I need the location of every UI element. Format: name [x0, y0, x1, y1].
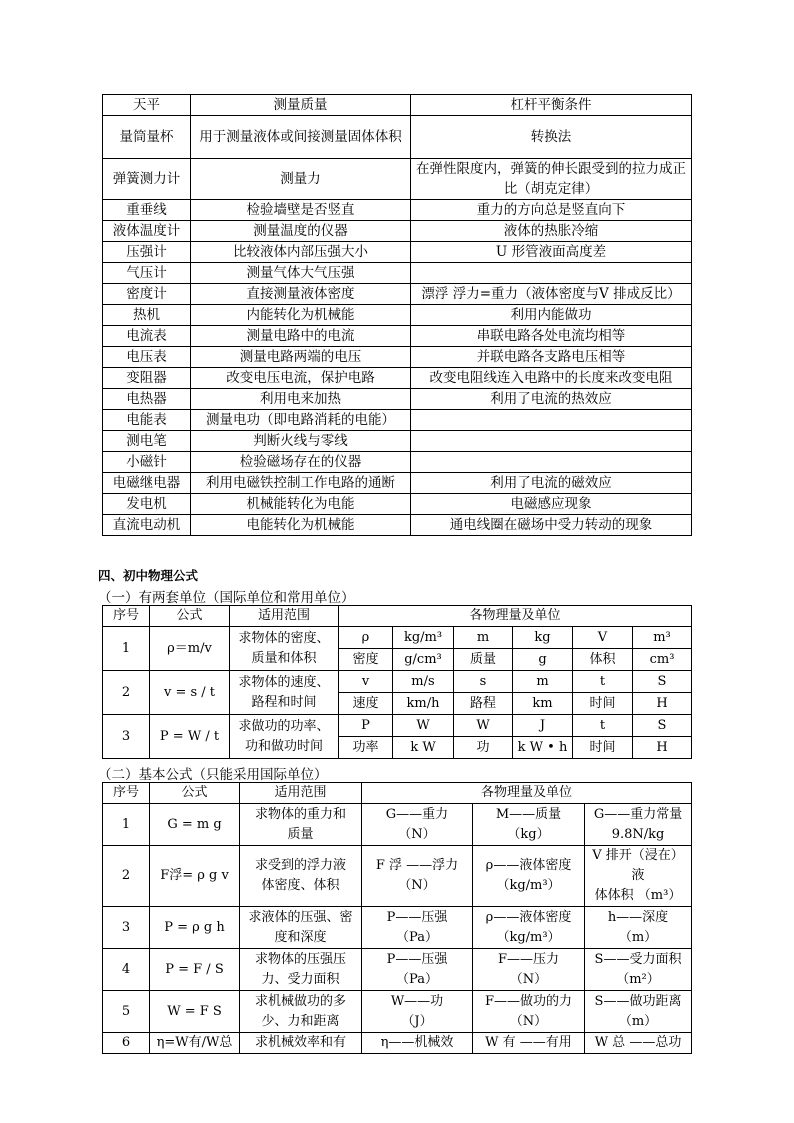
cell-line: 少、力和距离: [261, 1013, 340, 1029]
cell-line: 求物体的重力和: [254, 806, 346, 822]
cell-line: M——质量: [495, 806, 562, 822]
instrument-use: 测量温度的仪器: [191, 221, 411, 242]
cell-line: η——机械效: [380, 1035, 454, 1050]
instrument-name: 直流电动机: [103, 515, 191, 536]
table-row: [103, 389, 692, 410]
instrument-use: 机械能转化为电能: [191, 494, 411, 515]
formula: P = F / S: [150, 949, 240, 991]
cell-line: 求物体的压强压: [254, 951, 346, 967]
cell-line: P——压强: [386, 909, 448, 925]
unit-common: cm³: [633, 649, 692, 671]
instrument-name: 压强计: [103, 242, 191, 263]
quantity-unit: [585, 804, 692, 846]
cell-line: （m）: [618, 929, 658, 945]
instrument-principle: 漂浮 浮力=重力（液体密度与V 排成反比）: [411, 284, 692, 305]
section-heading-formulas: 四、初中物理公式: [98, 568, 199, 583]
cell-line: F——压力: [497, 951, 560, 967]
subsection-two-unit-sets: （一）有两套单位（国际单位和常用单位）: [98, 590, 355, 606]
instrument-use: 利用电来加热: [191, 389, 411, 410]
instrument-name: 变阻器: [103, 368, 191, 389]
cell-line: ρ——液体密度: [485, 858, 572, 873]
unit-si: kg: [513, 627, 573, 649]
quantity-unit: [362, 1033, 473, 1054]
unit-si: S: [633, 715, 692, 737]
cell-line: （N）: [509, 971, 548, 987]
quantity-name: 路程: [454, 693, 513, 715]
cell-line: 质量: [287, 826, 314, 842]
unit-common: g: [513, 649, 573, 671]
instrument-principle: 串联电路各处电流均相等: [411, 326, 692, 347]
cell-line: 求受到的浮力液: [254, 858, 346, 873]
header-formula: 公式: [150, 606, 230, 627]
header-range: 适用范围: [230, 606, 339, 627]
quantity-symbol: ρ: [339, 627, 393, 649]
quantity-unit: [585, 907, 692, 949]
instrument-principle: [411, 452, 692, 473]
cell-line: 路程和时间: [251, 694, 317, 710]
unit-si: m³: [633, 627, 692, 649]
cell-line: （m²）: [616, 971, 660, 987]
formula: P = ρ g h: [150, 907, 240, 949]
instrument-principle: U 形管液面高度差: [411, 242, 692, 263]
cell-line: （N）: [509, 1013, 548, 1029]
instrument-principle: [411, 263, 692, 284]
instrument-use: 检验墙壁是否竖直: [191, 200, 411, 221]
cell-line: 功和做功时间: [244, 738, 323, 754]
header-no: 序号: [103, 783, 150, 804]
cell-line: 求物体的密度、: [238, 630, 330, 646]
instrument-name: 量筒量杯: [103, 116, 191, 159]
table-row: [103, 991, 692, 1033]
unit-si: kg/m³: [393, 627, 454, 649]
quantity-symbol: s: [454, 671, 513, 693]
instrument-use: 测量气体大气压强: [191, 263, 411, 284]
cell-line: （Pa）: [396, 929, 438, 945]
unit-common: km: [513, 693, 573, 715]
quantity-unit: [473, 846, 585, 907]
cell-line: （N）: [398, 826, 436, 842]
cell-line: 度和深度: [274, 929, 327, 945]
table-row: [103, 473, 692, 494]
instrument-principle: 在弹性限度内，弹簧的伸长跟受到的拉力成正比（胡克定律）: [411, 159, 692, 200]
instrument-use: 比较液体内部压强大小: [191, 242, 411, 263]
table-row: [103, 452, 692, 473]
unit-common: km/h: [393, 693, 454, 715]
cell-line: （m）: [618, 1013, 658, 1029]
cell-line: 求机械效率和有: [254, 1035, 346, 1050]
instrument-principle: 利用了电流的磁效应: [411, 473, 692, 494]
instrument-principle: [411, 431, 692, 452]
instrument-principle: 杠杆平衡条件: [411, 95, 692, 116]
instrument-name: 液体温度计: [103, 221, 191, 242]
table-row: [103, 326, 692, 347]
instrument-name: 气压计: [103, 263, 191, 284]
instrument-principle: 重力的方向总是竖直向下: [411, 200, 692, 221]
cell-line: ρ——液体密度: [485, 909, 572, 925]
table-row: [103, 715, 692, 737]
quantity-unit: [362, 949, 473, 991]
table-row: [103, 221, 692, 242]
unit-common: k W • h: [513, 737, 573, 759]
cell-line: W——功: [390, 993, 444, 1009]
table-row: [103, 846, 692, 907]
unit-si: S: [633, 671, 692, 693]
cell-line: W 有 ——有用: [485, 1035, 572, 1050]
quantity-unit: [473, 949, 585, 991]
table-row: [103, 410, 692, 431]
table-row: [103, 284, 692, 305]
instrument-use: 电能转化为机械能: [191, 515, 411, 536]
quantity-unit: [362, 991, 473, 1033]
cell-line: （Pa）: [396, 971, 438, 987]
cell-line: F 浮 ——浮力: [375, 858, 459, 873]
instrument-name: 发电机: [103, 494, 191, 515]
formula: W = F S: [150, 991, 240, 1033]
quantity-name: 质量: [454, 649, 513, 671]
instrument-use: 测量电功（即电路消耗的电能）: [191, 410, 411, 431]
instrument-principle: 改变电阻线连入电路中的长度来改变电阻: [411, 368, 692, 389]
instrument-name: 密度计: [103, 284, 191, 305]
quantity-unit: [585, 1033, 692, 1054]
quantity-unit: [362, 907, 473, 949]
instrument-use: 用于测量液体或间接测量固体体积: [191, 116, 411, 159]
applicable-range: [240, 846, 362, 907]
quantity-symbol: P: [339, 715, 393, 737]
cell-line: S——做功距离: [594, 993, 682, 1009]
instrument-principle: 转换法: [411, 116, 692, 159]
row-number: 3: [103, 715, 150, 759]
header-range: 适用范围: [240, 783, 362, 804]
cell-line: 体密度、体积: [261, 878, 340, 893]
quantity-name: 功: [454, 737, 513, 759]
table-row: [103, 1033, 692, 1054]
formula: P = W / t: [150, 715, 230, 759]
cell-line: 求物体的速度、: [238, 674, 330, 690]
table-row: [103, 368, 692, 389]
cell-line: 求机械做功的多: [254, 993, 346, 1009]
table-row: [103, 263, 692, 284]
instrument-name: 小磁针: [103, 452, 191, 473]
unit-si: m: [513, 671, 573, 693]
quantity-unit: [585, 991, 692, 1033]
unit-common: H: [633, 693, 692, 715]
cell-line: （N）: [398, 878, 436, 893]
quantity-symbol: V: [573, 627, 633, 649]
row-number: 1: [103, 804, 150, 846]
quantity-name: 体积: [573, 649, 633, 671]
instrument-table: [102, 94, 692, 536]
instrument-principle: [411, 410, 692, 431]
cell-line: P——压强: [386, 951, 448, 967]
row-number: 4: [103, 949, 150, 991]
cell-line: （kg/m³）: [496, 878, 561, 893]
row-number: 3: [103, 907, 150, 949]
applicable-range: [240, 1033, 362, 1054]
table-row: [103, 949, 692, 991]
applicable-range: [240, 949, 362, 991]
applicable-range: [230, 671, 339, 715]
cell-line: F——做功的力: [484, 993, 573, 1009]
quantity-name: 密度: [339, 649, 393, 671]
formula: v = s / t: [150, 671, 230, 715]
applicable-range: [240, 907, 362, 949]
header-quantities: 各物理量及单位: [362, 783, 692, 804]
applicable-range: [240, 804, 362, 846]
instrument-use: 测量力: [191, 159, 411, 200]
applicable-range: [230, 715, 339, 759]
instrument-principle: 通电线圈在磁场中受力转动的现象: [411, 515, 692, 536]
instrument-name: 测电笔: [103, 431, 191, 452]
unit-common: k W: [393, 737, 454, 759]
cell-line: W 总 ——总功: [594, 1035, 682, 1050]
unit-si: J: [513, 715, 573, 737]
formula-table-two-units: [102, 605, 692, 759]
cell-line: G——重力常量: [593, 806, 683, 822]
table-row: [103, 305, 692, 326]
quantity-symbol: v: [339, 671, 393, 693]
instrument-use: 改变电压电流，保护电路: [191, 368, 411, 389]
instrument-use: 直接测量液体密度: [191, 284, 411, 305]
row-number: 2: [103, 671, 150, 715]
cell-line: 求做功的功率、: [238, 718, 330, 734]
instrument-name: 天平: [103, 95, 191, 116]
table-row: [103, 515, 692, 536]
quantity-unit: [473, 1033, 585, 1054]
cell-line: （kg）: [507, 826, 550, 842]
formula: G = m g: [150, 804, 240, 846]
applicable-range: [230, 627, 339, 671]
instrument-name: 电能表: [103, 410, 191, 431]
instrument-use: 内能转化为机械能: [191, 305, 411, 326]
formula: η=W有/W总: [150, 1033, 240, 1054]
unit-common: H: [633, 737, 692, 759]
instrument-name: 电流表: [103, 326, 191, 347]
instrument-name: 弹簧测力计: [103, 159, 191, 200]
instrument-principle: 电磁感应现象: [411, 494, 692, 515]
instrument-use: 测量电路两端的电压: [191, 347, 411, 368]
table-row: [103, 907, 692, 949]
quantity-unit: [362, 804, 473, 846]
instrument-use: 测量质量: [191, 95, 411, 116]
subsection-si-only: （二）基本公式（只能采用国际单位）: [98, 767, 328, 783]
table-row: [103, 804, 692, 846]
formula: ρ＝m/v: [150, 627, 230, 671]
cell-line: 9.8N/kg: [611, 826, 665, 842]
cell-line: （J）: [401, 1013, 433, 1029]
table-row: [103, 347, 692, 368]
instrument-name: 电磁继电器: [103, 473, 191, 494]
quantity-unit: [585, 846, 692, 907]
cell-line: G——重力: [385, 806, 449, 822]
quantity-name: 时间: [573, 693, 633, 715]
unit-common: g/cm³: [393, 649, 454, 671]
table-header-row: [103, 606, 692, 627]
quantity-symbol: W: [454, 715, 513, 737]
instrument-use: 判断火线与零线: [191, 431, 411, 452]
quantity-unit: [585, 949, 692, 991]
header-formula: 公式: [150, 783, 240, 804]
quantity-name: 时间: [573, 737, 633, 759]
header-no: 序号: [103, 606, 150, 627]
instrument-principle: 并联电路各支路电压相等: [411, 347, 692, 368]
instrument-name: 重垂线: [103, 200, 191, 221]
instrument-principle: 液体的热胀冷缩: [411, 221, 692, 242]
formula-table-basic: [102, 782, 692, 1054]
table-row: [103, 494, 692, 515]
quantity-unit: [362, 846, 473, 907]
instrument-use: 检验磁场存在的仪器: [191, 452, 411, 473]
table-row: [103, 431, 692, 452]
table-row: [103, 671, 692, 693]
instrument-name: 电压表: [103, 347, 191, 368]
cell-line: S——受力面积: [594, 951, 682, 967]
quantity-symbol: t: [573, 715, 633, 737]
quantity-unit: [473, 991, 585, 1033]
formula: F浮= ρ g v: [150, 846, 240, 907]
instrument-principle: 利用了电流的热效应: [411, 389, 692, 410]
cell-line: 求液体的压强、密: [248, 909, 353, 925]
cell-line: V 排开（浸在）液: [592, 848, 684, 883]
quantity-unit: [473, 907, 585, 949]
instrument-principle: 利用内能做功: [411, 305, 692, 326]
cell-line: h——深度: [607, 909, 669, 925]
cell-line: 体体积 （m³）: [594, 888, 682, 903]
header-quantities: 各物理量及单位: [339, 606, 692, 627]
instrument-name: 电热器: [103, 389, 191, 410]
row-number: 2: [103, 846, 150, 907]
table-header-row: [103, 783, 692, 804]
quantity-symbol: m: [454, 627, 513, 649]
instrument-use: 利用电磁铁控制工作电路的通断: [191, 473, 411, 494]
instrument-use: 测量电路中的电流: [191, 326, 411, 347]
table-row: [103, 116, 692, 159]
row-number: 1: [103, 627, 150, 671]
table-row: [103, 95, 692, 116]
applicable-range: [240, 991, 362, 1033]
unit-si: W: [393, 715, 454, 737]
row-number: 5: [103, 991, 150, 1033]
table-row: [103, 159, 692, 200]
cell-line: （kg/m³）: [496, 929, 561, 945]
cell-line: 质量和体积: [251, 650, 317, 666]
row-number: 6: [103, 1033, 150, 1054]
instrument-name: 热机: [103, 305, 191, 326]
quantity-symbol: t: [573, 671, 633, 693]
unit-si: m/s: [393, 671, 454, 693]
cell-line: 力、受力面积: [261, 971, 340, 987]
table-row: [103, 200, 692, 221]
table-row: [103, 242, 692, 263]
quantity-name: 速度: [339, 693, 393, 715]
table-row: [103, 627, 692, 649]
quantity-name: 功率: [339, 737, 393, 759]
quantity-unit: [473, 804, 585, 846]
